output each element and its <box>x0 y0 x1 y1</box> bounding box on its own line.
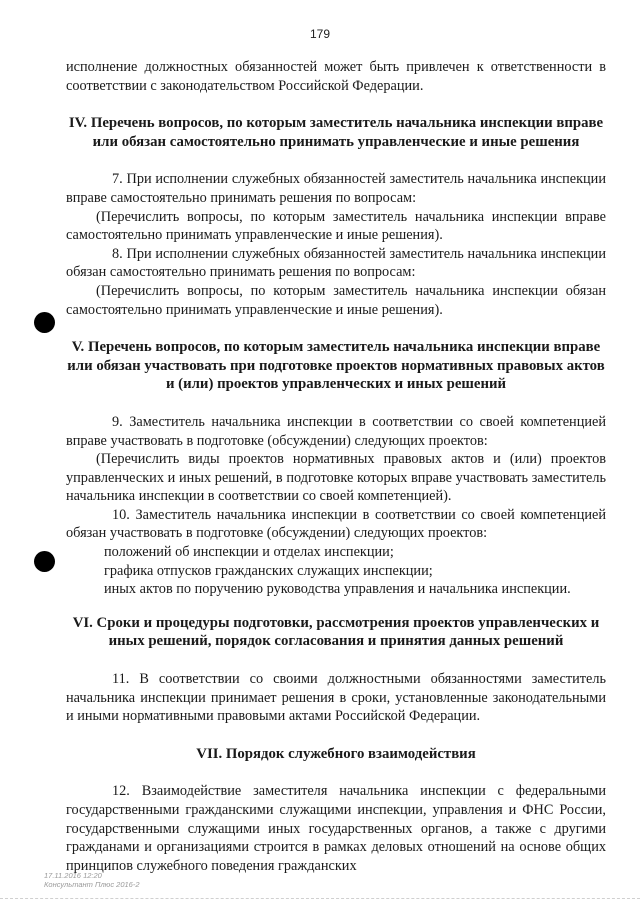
intro-paragraph: исполнение должностных обязанностей может быть привлечен к ответственности в соответствии с законодательством Российской Федерации. <box>66 59 606 94</box>
page-number: 179 <box>309 27 331 41</box>
section-heading-4: IV. Перечень вопросов, по которым заместитель начальника инспекции вправе или обязан самостоятельно принимать управленческие и иные решения <box>68 115 604 150</box>
paragraph-11: 11. В соответствии со своими должностными обязанностями заместитель начальника инспекции принимает решения в сроки, установленные законодательными и иными нормативными правовыми актами Российской Федерации. <box>66 671 606 725</box>
paragraph-10: 10. Заместитель начальника инспекции в соответствии со своей компетенцией обязан участвовать в подготовке (обсуждении) следующих проектов: <box>66 506 606 542</box>
paragraph-7-note: (Перечислить вопросы, по которым заместитель начальника инспекции вправе самостоятельно принимать управленческие и иные решения). <box>66 208 606 244</box>
scan-edge-line <box>0 898 640 900</box>
section-heading-7: VII. Порядок служебного взаимодействия <box>196 745 476 762</box>
list-item: графика отпусков гражданских служащих инспекции; <box>104 562 433 579</box>
paragraph-9-note: (Перечислить виды проектов нормативных правовых актов и (или) проектов управленческих и иных решений, в подготовке которых вправе участвовать заместитель начальника инспекции в соответствии со своей компетенцией). <box>66 451 606 505</box>
document-body <box>66 58 606 875</box>
section-heading-6: VI. Сроки и процедуры подготовки, рассмотрения проектов управленческих и иных решений, порядок согласования и принятия данных решений <box>72 614 600 650</box>
paragraph-8: 8. При исполнении служебных обязанностей заместитель начальника инспекции обязан самостоятельно принимать решения по вопросам: <box>66 245 606 281</box>
paragraph-9: 9. Заместитель начальника инспекции в соответствии со своей компетенцией вправе участвовать в подготовке (обсуждении) следующих проектов: <box>66 413 606 449</box>
footer-timestamp: 17.11.2016 12:20 <box>44 871 102 880</box>
list-item: положений об инспекции и отделах инспекции; <box>104 544 394 561</box>
section-heading-5: V. Перечень вопросов, по которым заместитель начальника инспекции вправе или обязан участвовать при подготовке проектов нормативных правовых актов и (или) проектов управленческих и иных решений <box>67 339 605 393</box>
list-item: иных актов по поручению руководства управления и начальника инспекции. <box>104 581 571 598</box>
paragraph-8-note: (Перечислить вопросы, по которым заместитель начальника инспекции обязан самостоятельно принимать управленческие и иные решения). <box>66 282 606 318</box>
footer-source: Консультант Плюс 2016-2 <box>44 880 140 889</box>
paragraph-7: 7. При исполнении служебных обязанностей заместитель начальника инспекции вправе самостоятельно принимать решения по вопросам: <box>66 171 606 206</box>
paragraph-12: 12. Взаимодействие заместителя начальника инспекции с федеральными государственными гражданскими служащими инспекции, управления и ФНС России, государственными служащими иных государственных органов, а также с другими гражданами и организациями строится в рамках деловых отношений на основе общих принципов служебного поведения гражданских <box>66 783 606 874</box>
punch-hole-bottom <box>34 551 55 572</box>
punch-hole-top <box>34 312 55 333</box>
